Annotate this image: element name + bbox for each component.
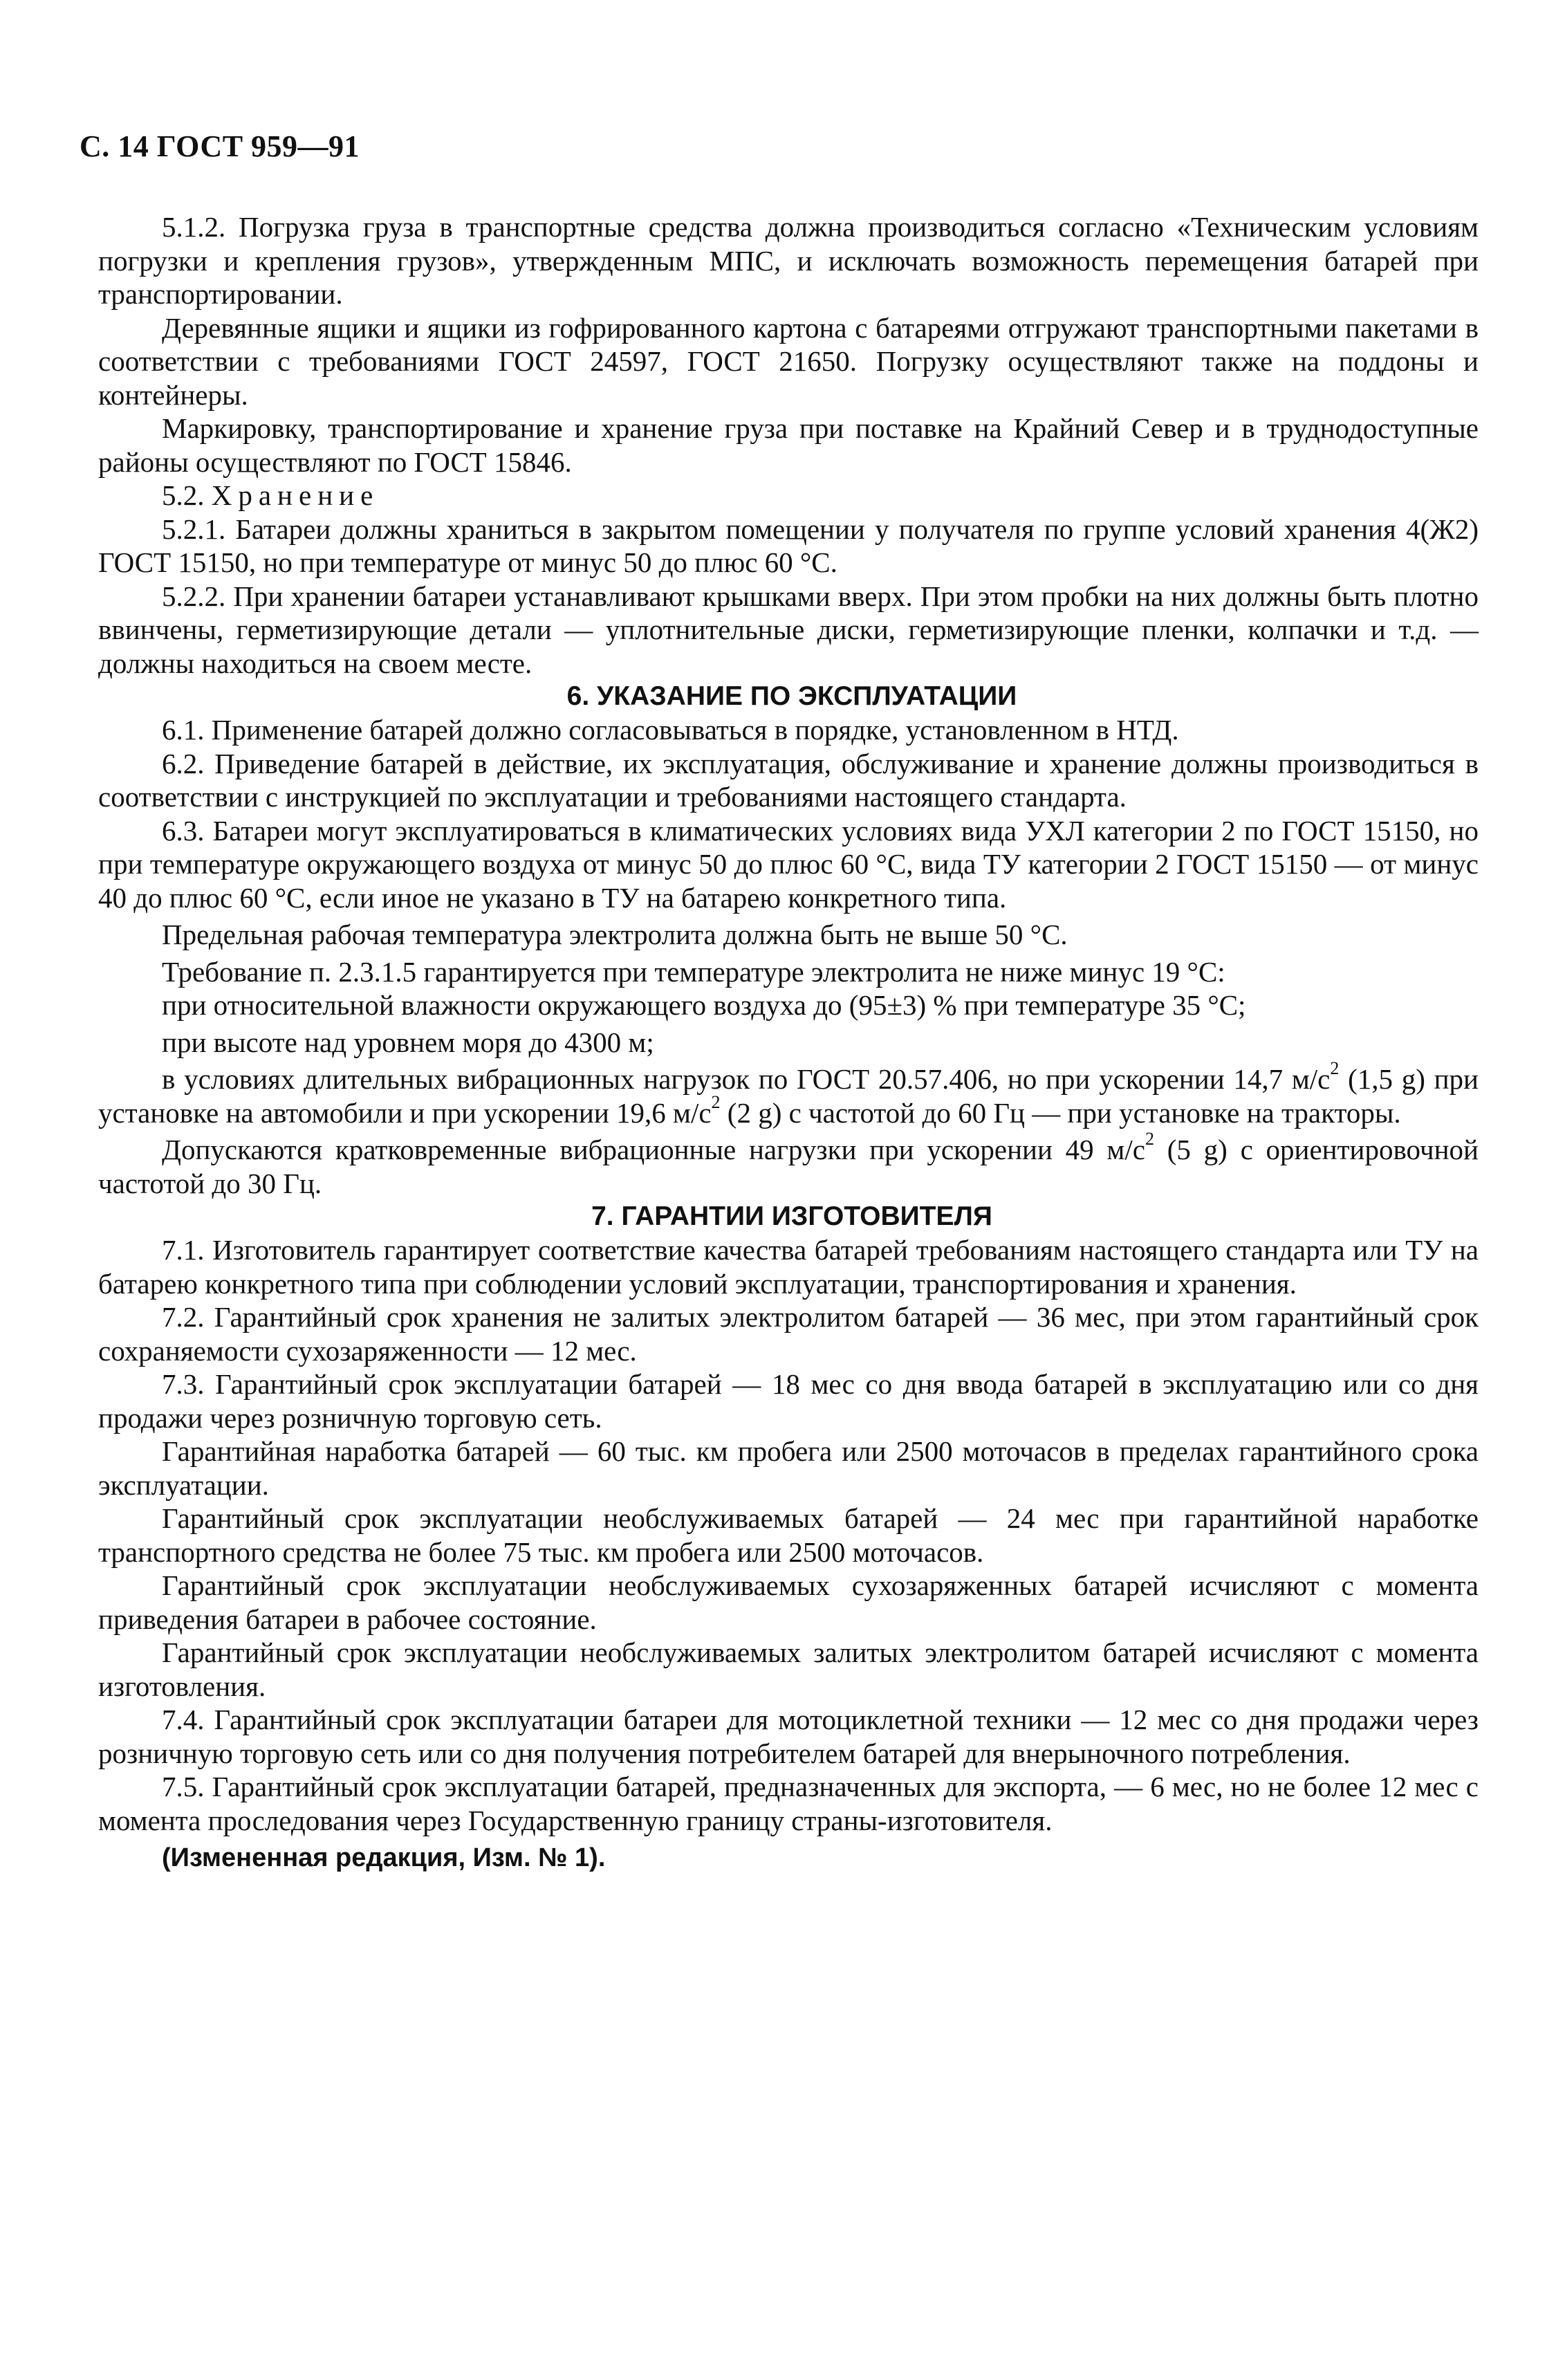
paragraph-filled: Гарантийный срок эксплуатации необслуживаемых залитых электролитом батарей исчисляют с момента изготовления.: [98, 1636, 1479, 1702]
paragraph-requirement: Требование п. 2.3.1.5 гарантируется при температуре электролита не ниже минус 19 °С:: [162, 955, 1225, 988]
page-body: [98, 210, 1479, 1875]
paragraph-5-1-2: 5.1.2. Погрузка груза в транспортные средства должна производиться согласно «Техническим условиям погрузки и крепления грузов», утвержденным МПС, и исключать возможность перемещения батарей при транспортировании.: [98, 211, 1479, 310]
paragraph-5-2-1: 5.2.1. Батареи должны храниться в закрытом помещении у получателя по группе условий хранения 4(Ж2) ГОСТ 15150, но при температуре от минус 50 до плюс 60 °С.: [98, 513, 1479, 578]
paragraph-6-1: 6.1. Применение батарей должно согласовываться в порядке, установленном в НТД.: [162, 714, 1179, 746]
paragraph-7-2: 7.2. Гарантийный срок хранения не залитых электролитом батарей — 36 мес, при этом гарантийный срок сохраняемости сухозаряженности — 12 мес.: [98, 1301, 1479, 1367]
superscript-2: 2: [1330, 1058, 1340, 1079]
paragraph-7-3: 7.3. Гарантийный срок эксплуатации батарей — 18 мес со дня ввода батарей в эксплуатацию или со дня продажи через розничную торговую сеть.: [98, 1368, 1479, 1434]
paragraph-altitude: при высоте над уровнем моря до 4300 м;: [162, 1026, 654, 1058]
vibration-text-b: (1,5 g) при установке на автомобили и при ускорении 19,6 м/с: [98, 1063, 1479, 1129]
paragraph-limit-temperature: Предельная рабочая температура электролита должна быть не выше 50 °С.: [162, 919, 1068, 950]
paragraph-marking: Маркировку, транспортирование и хранение груза при поставке на Крайний Север и в труднодоступные районы осуществляют по ГОСТ 15846.: [98, 412, 1479, 478]
section-7-heading: 7. ГАРАНТИИ ИЗГОТОВИТЕЛЯ: [591, 1201, 992, 1231]
subsection-5-2-title: Хранение: [211, 479, 380, 511]
subsection-5-2-heading: [98, 479, 1479, 513]
paragraph-mileage: Гарантийная наработка батарей — 60 тыс. км пробега или 2500 моточасов в пределах гарантийного срока эксплуатации.: [98, 1435, 1479, 1501]
short-vibration-text-b: (5 g) с ориентировочной частотой до 30 Гц.: [98, 1134, 1479, 1199]
paragraph-vibration: [98, 1058, 1479, 1129]
paragraph-7-4: 7.4. Гарантийный срок эксплуатации батареи для мотоциклетной техники — 12 мес со дня продажи через розничную торговую сеть или со дня получения потребителем батарей для внерыночного потребления.: [98, 1704, 1479, 1769]
paragraph-maintenance-free: Гарантийный срок эксплуатации необслуживаемых батарей — 24 мес при гарантийной наработке транспортного средства не более 75 тыс. км пробега или 2500 моточасов.: [98, 1502, 1479, 1568]
subsection-5-2-number: 5.2.: [162, 479, 205, 511]
paragraph-7-1: 7.1. Изготовитель гарантирует соответствие качества батарей требованиям настоящего стандарта или ТУ на батарею конкретного типа при соблюдении условий эксплуатации, транспортирования и хранения.: [98, 1234, 1479, 1300]
paragraph-5-2-2: 5.2.2. При хранении батареи устанавливают крышками вверх. При этом пробки на них должны быть плотно ввинчены, герметизирующие детали — уплотнительные диски, герметизирующие пленки, колпачки и т.д. — должны находиться на своем месте.: [98, 580, 1479, 679]
paragraph-6-2: 6.2. Приведение батарей в действие, их эксплуатация, обслуживание и хранение должны производиться в соответствии с инструкцией по эксплуатации и требованиями настоящего стандарта.: [98, 747, 1479, 813]
vibration-text-a: в условиях длительных вибрационных нагрузок по ГОСТ 20.57.406, но при ускорении 14,7 м/с: [162, 1063, 1331, 1095]
vibration-text-c: (2 g) с частотой до 60 Гц — при установке на тракторы.: [720, 1096, 1401, 1129]
running-head: С. 14 ГОСТ 959—91: [80, 129, 360, 163]
paragraph-7-5: 7.5. Гарантийный срок эксплуатации батарей, предназначенных для экспорта, — 6 мес, но не более 12 мес с момента проследования через Государственную границу страны-изготовителя.: [98, 1771, 1479, 1836]
superscript-2: 2: [711, 1091, 721, 1112]
paragraph-dry-charged: Гарантийный срок эксплуатации необслуживаемых сухозаряженных батарей исчисляют с момента приведения батареи в рабочее состояние.: [98, 1569, 1479, 1635]
amendment-note: (Измененная редакция, Изм. № 1).: [162, 1843, 606, 1872]
superscript-2: 2: [1145, 1129, 1154, 1150]
paragraph-6-3: 6.3. Батареи могут эксплуатироваться в климатических условиях вида УХЛ категории 2 по ГОСТ 15150, но при температуре окружающего воздуха от минус 50 до плюс 60 °С, вида ТУ категории 2 ГОСТ 15150 — от минус 40 до плюс 60 °С, если иное не указано в ТУ на батарею конкретного типа.: [98, 814, 1479, 914]
short-vibration-text-a: Допускаются кратковременные вибрационные нагрузки при ускорении 49 м/с: [162, 1134, 1145, 1165]
section-6-heading: 6. УКАЗАНИЕ ПО ЭКСПЛУАТАЦИИ: [566, 681, 1017, 711]
paragraph-humidity: при относительной влажности окружающего воздуха до (95±3) % при температуре 35 °С;: [162, 989, 1246, 1021]
paragraph-boxes: Деревянные ящики и ящики из гофрированного картона с батареями отгружают транспортными пакетами в соответствии с требованиями ГОСТ 24597, ГОСТ 21650. Погрузку осуществляют также на поддоны и контейнеры.: [98, 311, 1479, 411]
paragraph-short-vibration: [98, 1129, 1479, 1200]
